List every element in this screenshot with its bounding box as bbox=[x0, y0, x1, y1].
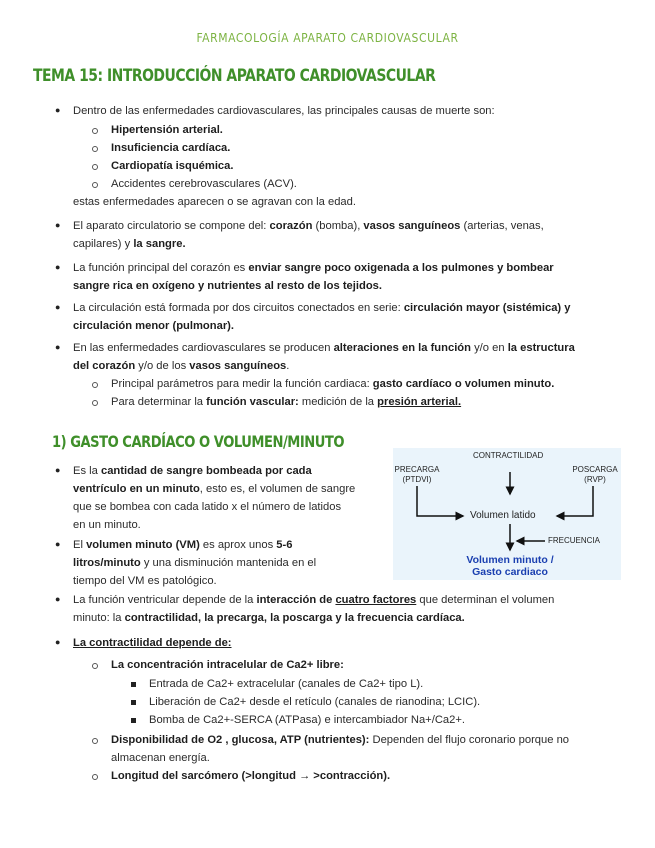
label-afterload: POSCARGA (RVP) bbox=[572, 465, 618, 484]
list-item: Insuficiencia cardíaca. bbox=[111, 142, 231, 154]
paragraph-circulation-2: circulación menor (pulmonar). bbox=[73, 320, 235, 332]
sub-bullet bbox=[92, 774, 98, 780]
label-contractility: CONTRACTILIDAD bbox=[473, 451, 544, 460]
sub-bullet bbox=[92, 146, 98, 152]
label-frequency: FRECUENCIA bbox=[548, 536, 601, 545]
paragraph-alterations-2: del corazón y/o de los vasos sanguíneos. bbox=[73, 360, 290, 372]
cardiac-output-diagram bbox=[393, 448, 621, 580]
bullet-dot: ● bbox=[55, 302, 61, 312]
paragraph-circulatory: El aparato circulatorio se compone del: corazón (bomba), vasos sanguíneos (arterias, venas, bbox=[73, 220, 544, 232]
section-heading: 1) GASTO CARDÍACO O VOLUMEN/MINUTO bbox=[52, 432, 344, 451]
bullet-dot: ● bbox=[55, 105, 61, 115]
page-header: FARMACOLOGÍA APARATO CARDIOVASCULAR bbox=[196, 31, 459, 45]
list-item: Para determinar la función vascular: medición de la presión arterial. bbox=[111, 396, 462, 408]
sub-bullet bbox=[92, 400, 98, 406]
paragraph-tail: estas enfermedades aparecen o se agravan con la edad. bbox=[73, 196, 356, 208]
paragraph-circulation: La circulación está formada por dos circuitos conectados en serie: circulación mayor (sistémica) y bbox=[73, 302, 571, 314]
paragraph-definition: Es la cantidad de sangre bombeada por cada bbox=[73, 465, 312, 477]
list-item: Cardiopatía isquémica. bbox=[111, 160, 234, 172]
paragraph-definition-2: ventrículo en un minuto, esto es, el volumen de sangre bbox=[73, 483, 356, 495]
list-item: Entrada de Ca2+ extracelular (canales de Ca2+ tipo L). bbox=[149, 678, 424, 690]
paragraph-heart-function-2: sangre rica en oxígeno y nutrientes al resto de los tejidos. bbox=[73, 280, 382, 292]
label-stroke-volume: Volumen latido bbox=[470, 510, 536, 521]
bullet-dot: ● bbox=[55, 220, 61, 230]
list-item: Bomba de Ca2+-SERCA (ATPasa) e intercambiador Na+/Ca2+. bbox=[149, 714, 465, 726]
bullet-dot: ● bbox=[55, 594, 61, 604]
sub-bullet bbox=[92, 382, 98, 388]
paragraph-causes: Dentro de las enfermedades cardiovasculares, las principales causas de muerte son: bbox=[73, 105, 495, 117]
paragraph-factors: La función ventricular depende de la interacción de cuatro factores que determinan el volumen bbox=[73, 594, 555, 606]
bullet-dot: ● bbox=[55, 539, 61, 549]
paragraph-vm: El volumen minuto (VM) es aprox unos 5-6 bbox=[73, 539, 293, 551]
paragraph-definition-3: que se bombea con cada latido x el número de latidos bbox=[73, 501, 342, 513]
sub-bullet bbox=[92, 164, 98, 170]
square-bullet bbox=[131, 682, 136, 687]
list-item-cont: almacenan energía. bbox=[111, 752, 210, 764]
paragraph-circulatory-2: capilares) y la sangre. bbox=[73, 238, 186, 250]
paragraph-definition-4: en un minuto. bbox=[73, 519, 141, 531]
page-title: TEMA 15: INTRODUCCIÓN APARATO CARDIOVASCULAR bbox=[33, 66, 436, 86]
list-item: Disponibilidad de O2 , glucosa, ATP (nutrientes): Dependen del flujo coronario porque no bbox=[111, 734, 570, 746]
list-item: Hipertensión arterial. bbox=[111, 124, 223, 136]
sub-bullet bbox=[92, 128, 98, 134]
sub-bullet bbox=[92, 182, 98, 188]
sub-bullet bbox=[92, 738, 98, 744]
contractility-heading: La contractilidad depende de: bbox=[73, 637, 232, 649]
list-item: Liberación de Ca2+ desde el retículo (canales de rianodina; LCIC). bbox=[149, 696, 481, 708]
square-bullet bbox=[131, 700, 136, 705]
bullet-dot: ● bbox=[55, 262, 61, 272]
list-item: Accidentes cerebrovasculares (ACV). bbox=[111, 178, 297, 190]
label-preload: PRECARGA (PTDVI) bbox=[394, 465, 440, 484]
label-cardiac-output: Volumen minuto / Gasto cardiaco bbox=[466, 554, 554, 578]
list-item: Principal parámetros para medir la función cardiaca: gasto cardíaco o volumen minuto. bbox=[111, 378, 555, 390]
paragraph-factors-2: minuto: la contractilidad, la precarga, la poscarga y la frecuencia cardíaca. bbox=[73, 612, 465, 624]
bullet-dot: ● bbox=[55, 465, 61, 475]
sub-bullet bbox=[92, 663, 98, 669]
paragraph-vm-2: litros/minuto y una disminución mantenida en el bbox=[73, 557, 317, 569]
paragraph-alterations: En las enfermedades cardiovasculares se producen alteraciones en la función y/o en la estructura bbox=[73, 342, 575, 354]
list-item: Longitud del sarcómero (>longitud → >contracción). bbox=[111, 770, 391, 782]
paragraph-vm-3: tiempo del VM es patológico. bbox=[73, 575, 217, 587]
square-bullet bbox=[131, 718, 136, 723]
paragraph-heart-function: La función principal del corazón es enviar sangre poco oxigenada a los pulmones y bombear bbox=[73, 262, 554, 274]
list-item: La concentración intracelular de Ca2+ libre: bbox=[111, 659, 344, 671]
bullet-dot: ● bbox=[55, 637, 61, 647]
bullet-dot: ● bbox=[55, 342, 61, 352]
